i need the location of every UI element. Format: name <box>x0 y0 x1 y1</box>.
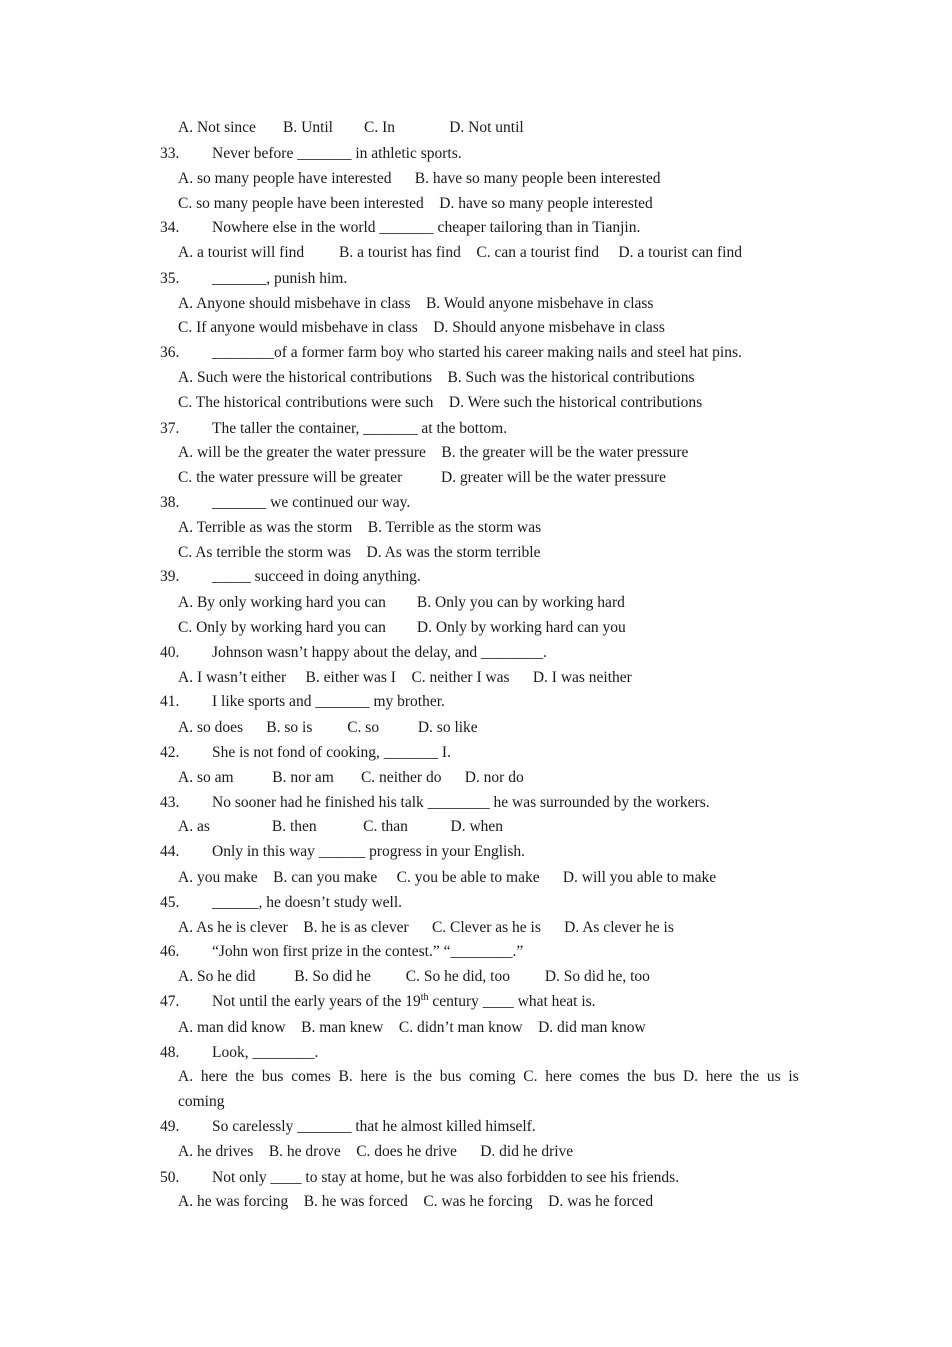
question-number: 47. <box>160 993 180 1010</box>
question-number: 38. <box>160 494 180 511</box>
question-line <box>160 692 445 712</box>
answer-options-line: A. By only working hard you can B. Only you can by working hard <box>178 594 625 611</box>
question-line <box>160 643 547 663</box>
answer-options-line: A. you make B. can you make C. you be able to make D. will you able to make <box>178 869 717 886</box>
question-line <box>160 144 462 164</box>
question-text: “John won first prize in the contest.” “________.” <box>212 943 524 960</box>
question-text: Never before _______ in athletic sports. <box>212 145 462 162</box>
question-number: 34. <box>160 219 180 236</box>
question-line <box>160 992 596 1012</box>
question-line <box>160 1117 536 1137</box>
question-line <box>160 842 525 862</box>
answer-options-line: A. so does B. so is C. so D. so like <box>178 719 478 736</box>
question-number: 39. <box>160 568 180 585</box>
question-line <box>160 493 410 513</box>
question-number: 41. <box>160 693 180 710</box>
question-line <box>160 343 742 363</box>
answer-options-line: C. As terrible the storm was D. As was the storm terrible <box>178 544 541 561</box>
answer-options-line: A. a tourist will find B. a tourist has find C. can a tourist find D. a tourist can find <box>178 244 742 261</box>
answer-options-line: C. so many people have been interested D. have so many people interested <box>178 195 653 212</box>
question-text: The taller the container, _______ at the bottom. <box>212 420 508 437</box>
question-line <box>160 793 710 813</box>
question-text: Not until the early years of the 19 <box>212 993 421 1010</box>
question-line <box>160 893 402 913</box>
answer-options-line: A. Terrible as was the storm B. Terrible as the storm was <box>178 519 542 536</box>
question-number: 48. <box>160 1044 180 1061</box>
question-text: Nowhere else in the world _______ cheaper tailoring than in Tianjin. <box>212 219 641 236</box>
question-number: 46. <box>160 943 180 960</box>
answer-options-line: A. I wasn’t either B. either was I C. neither I was D. I was neither <box>178 669 632 686</box>
answer-options-line: C. The historical contributions were such D. Were such the historical contributions <box>178 394 703 411</box>
question-line <box>160 269 347 289</box>
answer-options-line: A. will be the greater the water pressure B. the greater will be the water pressure <box>178 444 689 461</box>
question-line <box>160 743 451 763</box>
question-text: Not only ____ to stay at home, but he was also forbidden to see his friends. <box>212 1169 680 1186</box>
question-number: 35. <box>160 270 180 287</box>
question-text: So carelessly _______ that he almost killed himself. <box>212 1118 536 1135</box>
question-number: 50. <box>160 1169 180 1186</box>
question-line <box>160 567 421 587</box>
question-number: 49. <box>160 1118 180 1135</box>
answer-options-line: A. Not since B. Until C. In D. Not until <box>178 119 524 136</box>
question-text: Johnson wasn’t happy about the delay, and ________. <box>212 644 547 661</box>
ordinal-superscript: th <box>420 991 429 1003</box>
question-text: ________of a former farm boy who started his career making nails and steel hat pins. <box>212 344 742 361</box>
question-line <box>160 942 523 962</box>
question-number: 42. <box>160 744 180 761</box>
answer-options-line: A. as B. then C. than D. when <box>178 818 504 835</box>
question-text: Only in this way ______ progress in your English. <box>212 843 525 860</box>
answer-options-line: coming <box>178 1093 225 1110</box>
question-line <box>160 218 640 238</box>
answer-options-line: A. As he is clever B. he is as clever C. Clever as he is D. As clever he is <box>178 919 674 936</box>
answer-options-line: A. Such were the historical contributions B. Such was the historical contributions <box>178 369 695 386</box>
question-text: No sooner had he finished his talk ________ he was surrounded by the workers. <box>212 794 710 811</box>
question-text: _____ succeed in doing anything. <box>212 568 421 585</box>
question-number: 33. <box>160 145 180 162</box>
question-line <box>160 1168 679 1188</box>
answer-options-line: C. If anyone would misbehave in class D. Should anyone misbehave in class <box>178 319 665 336</box>
question-text: ______, he doesn’t study well. <box>212 894 403 911</box>
answer-options-line: C. Only by working hard you can D. Only by working hard can you <box>178 619 626 636</box>
question-number: 40. <box>160 644 180 661</box>
answer-options-line: A. Anyone should misbehave in class B. Would anyone misbehave in class <box>178 295 654 312</box>
question-number: 43. <box>160 794 180 811</box>
answer-options-line: A. he drives B. he drove C. does he drive D. did he drive <box>178 1143 574 1160</box>
question-text: _______ we continued our way. <box>212 494 411 511</box>
answer-options-line: A. so am B. nor am C. neither do D. nor do <box>178 769 524 786</box>
answer-options-line: A. So he did B. So did he C. So he did, too D. So did he, too <box>178 968 650 985</box>
question-line <box>160 419 507 439</box>
answer-options-line: A. here the bus comes B. here is the bus coming C. here comes the bus D. here the us is <box>178 1068 799 1085</box>
question-line <box>160 1043 318 1063</box>
answer-options-line: A. he was forcing B. he was forced C. was he forcing D. was he forced <box>178 1193 654 1210</box>
answer-options-line: C. the water pressure will be greater D. greater will be the water pressure <box>178 469 667 486</box>
question-number: 45. <box>160 894 180 911</box>
question-number: 44. <box>160 843 180 860</box>
question-text: She is not fond of cooking, _______ I. <box>212 744 451 761</box>
answer-options-line: A. man did know B. man knew C. didn’t man know D. did man know <box>178 1019 646 1036</box>
question-text: _______, punish him. <box>212 270 348 287</box>
question-number: 37. <box>160 420 180 437</box>
question-text: I like sports and _______ my brother. <box>212 693 445 710</box>
question-text: Look, ________. <box>212 1044 319 1061</box>
question-text-continued: century ____ what heat is. <box>428 993 596 1010</box>
question-number: 36. <box>160 344 180 361</box>
answer-options-line: A. so many people have interested B. have so many people been interested <box>178 170 661 187</box>
